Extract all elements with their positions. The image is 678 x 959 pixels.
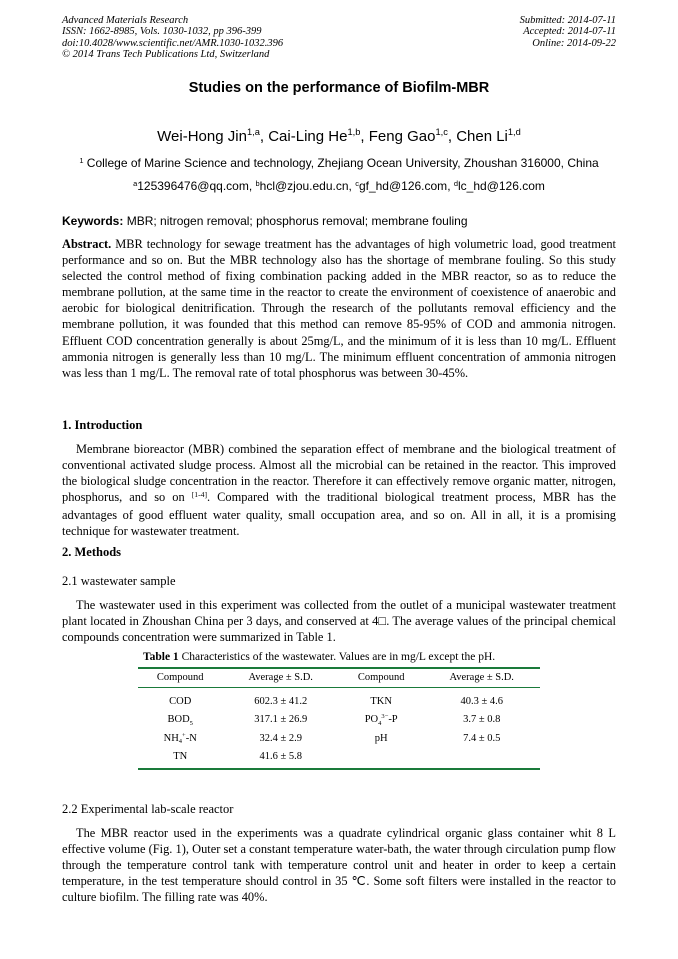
introduction-text: Membrane bioreactor (MBR) combined the separation effect of membrane and the biological treatment of conventional activated sludge process. Almost all the microbial can be retained in the reactor. This improved the biological sludge concentration in the reactor. Therefore it can effectively remove organic matter, nitrogen, phosphorus, and so on xyxy=(62,442,616,505)
reactor-paragraph: The MBR reactor used in the experiments was a quadrate cylindrical organic glass container whit 8 L effective volume (Fig. 1), Outer set a constant temperature water-bath, the water through circulation pump flow through the temperature control tank with temperature control unit and heater in order to keep a certain temperature, in the test temperature should control in 35 ℃. Some soft filters were installed in the reactor to culture biofilm. The filling rate was 40%. xyxy=(62,826,616,905)
cell-text: 317.1 ± 26.9 xyxy=(254,714,308,726)
author-separator: , xyxy=(360,128,369,145)
table-row xyxy=(138,729,540,748)
email-separator: , xyxy=(348,179,356,193)
table-header-cell: Compound xyxy=(339,668,423,688)
abstract-text: MBR technology for sewage treatment has the advantages of high volumetric load, good treatment performance and so on. But the MBR technology also has the shortage of membrane fouling. So this study selected the control method of fixing combination packing added in the MBR reactor, so as to reduce the membrane pollution, at the same time in the reactor to create the environment of coexistence of anaerobic and aerobic for biological denitrification. Through the research of the pollutants removal efficiency and the membrane pollution, it was founded that this method can remove 85-95% of COD and ammonia nitrogen. Effluent COD concentration generally is about 25mg/L, and the minimum of it is less than 10 mg/L. Effluent ammonia nitrogen is generally less than 10 mg/L. The minimum effluent concentration of ammonia nitrogen was less than 1 mg/L. The removal rate of total phosphorus was between 30-45%. xyxy=(62,237,616,380)
email-mark: b xyxy=(255,178,260,188)
wastewater-table xyxy=(138,667,540,770)
author-affiliation-mark: 1,a xyxy=(246,127,260,138)
introduction-text-continued: . Compared with the traditional biological treatment process, MBR has the advantages of good effluent water quality, small occupation area, and so on. All in all, it is a promising technique for wastewater treatment. xyxy=(62,490,616,539)
date-accepted: Accepted: 2014-07-11 xyxy=(523,26,616,38)
email-list xyxy=(0,179,678,193)
author-name: Feng Gao xyxy=(368,128,436,145)
table-row xyxy=(138,688,540,711)
section-heading-methods: 2. Methods xyxy=(62,545,122,559)
table-cell xyxy=(222,729,339,748)
author-affiliation-mark: 1,d xyxy=(507,127,521,138)
section-heading-introduction: 1. Introduction xyxy=(62,418,143,432)
journal-doi: doi:10.4028/www.scientific.net/AMR.1030-1032.396 xyxy=(62,37,284,49)
email-address: hcl@zjou.edu.cn xyxy=(259,179,349,193)
affiliation-mark: 1 xyxy=(79,155,84,165)
table-cell xyxy=(423,729,540,748)
table-label: Table 1 xyxy=(143,651,179,663)
cell-subscript: 4 xyxy=(178,738,183,746)
introduction-paragraph xyxy=(62,441,616,540)
subsection-heading-wastewater: 2.1 wastewater sample xyxy=(62,574,176,588)
table-cell xyxy=(222,711,339,730)
cell-text: PO xyxy=(364,714,379,726)
author-affiliation-mark: 1,b xyxy=(347,127,361,138)
email-address: lc_hd@126.com xyxy=(458,179,545,193)
cell-text: NH xyxy=(163,732,179,744)
author-separator: , xyxy=(447,128,457,145)
cell-text: 32.4 ± 2.9 xyxy=(259,732,302,744)
author-affiliation-mark: 1,c xyxy=(435,127,448,138)
table-cell xyxy=(138,729,222,748)
cell-text: COD xyxy=(169,695,192,707)
table-cell xyxy=(222,688,339,711)
table-cell xyxy=(138,711,222,730)
cell-text: 40.3 ± 4.6 xyxy=(460,695,503,707)
email-address: gf_hd@126.com xyxy=(358,179,448,193)
journal-dates xyxy=(520,15,616,49)
cell-text: 602.3 ± 41.2 xyxy=(254,695,308,707)
cell-subscript: 5 xyxy=(189,719,193,727)
cell-superscript: + xyxy=(182,731,186,739)
cell-text: BOD xyxy=(167,714,190,726)
author-name: Chen Li xyxy=(456,128,508,145)
cell-text: TKN xyxy=(370,695,392,707)
keywords xyxy=(62,214,616,228)
table-cell xyxy=(423,748,540,770)
citation-ref: [1-4] xyxy=(191,489,208,499)
abstract xyxy=(62,236,616,381)
cell-text: 41.6 ± 5.8 xyxy=(259,751,302,763)
table-cell xyxy=(222,748,339,770)
email-mark: c xyxy=(355,178,359,188)
table-cell xyxy=(339,711,423,730)
email-address: 125396476@qq.com xyxy=(137,179,249,193)
table-cell xyxy=(339,688,423,711)
author-name: Cai-Ling He xyxy=(268,128,348,145)
date-online: Online: 2014-09-22 xyxy=(532,37,616,49)
author xyxy=(456,128,521,145)
table-cell xyxy=(138,748,222,770)
table-header-cell: Average ± S.D. xyxy=(222,668,339,688)
author-list xyxy=(0,128,678,145)
table-header-cell: Average ± S.D. xyxy=(423,668,540,688)
table-cell xyxy=(423,711,540,730)
cell-suffix: -P xyxy=(388,714,398,726)
author-separator: , xyxy=(259,128,269,145)
table-header-cell: Compound xyxy=(138,668,222,688)
table-row xyxy=(138,748,540,770)
date-submitted: Submitted: 2014-07-11 xyxy=(519,15,616,26)
table-caption-text: Characteristics of the wastewater. Values are in mg/L except the pH. xyxy=(178,651,496,663)
email-mark: d xyxy=(453,178,458,188)
author xyxy=(369,128,456,145)
subsection-heading-reactor: 2.2 Experimental lab-scale reactor xyxy=(62,802,234,816)
table-caption xyxy=(143,651,543,663)
journal-copyright: © 2014 Trans Tech Publications Ltd, Switzerland xyxy=(62,49,270,61)
table-cell xyxy=(138,688,222,711)
table-cell xyxy=(339,729,423,748)
table-cell xyxy=(339,748,423,770)
cell-text: pH xyxy=(374,732,388,744)
journal-name: Advanced Materials Research xyxy=(62,15,189,26)
table-header-row xyxy=(138,668,540,688)
author xyxy=(268,128,369,145)
keywords-label: Keywords: xyxy=(62,214,124,228)
author xyxy=(157,128,268,145)
cell-text: TN xyxy=(173,751,188,763)
email-separator: , xyxy=(447,179,454,193)
journal-info xyxy=(62,15,283,61)
wastewater-paragraph: The wastewater used in this experiment was collected from the outlet of a municipal wastewater treatment plant located in Zhoushan China per 3 days, and conserved at 4□. The average values of the principal chemical compounds concentration were summarized in Table 1. xyxy=(62,598,616,645)
table-cell xyxy=(423,688,540,711)
keywords-text: MBR; nitrogen removal; phosphorus removal; membrane fouling xyxy=(123,214,468,228)
author-name: Wei-Hong Jin xyxy=(157,128,247,145)
affiliation xyxy=(0,156,678,170)
cell-superscript: 3− xyxy=(381,713,389,721)
paper-title: Studies on the performance of Biofilm-MBR xyxy=(188,80,490,96)
cell-subscript: 4 xyxy=(378,719,382,727)
email-separator: , xyxy=(248,179,256,193)
affiliation-text: College of Marine Science and technology, Zhejiang Ocean University, Zhoushan 316000, China xyxy=(83,156,599,170)
table-row xyxy=(138,711,540,730)
email-mark: a xyxy=(133,178,138,188)
journal-issn: ISSN: 1662-8985, Vols. 1030-1032, pp 396-399 xyxy=(62,26,262,38)
cell-text: 7.4 ± 0.5 xyxy=(463,732,501,744)
cell-suffix: -N xyxy=(185,732,197,744)
cell-text: 3.7 ± 0.8 xyxy=(463,714,501,726)
abstract-label: Abstract. xyxy=(62,237,112,251)
